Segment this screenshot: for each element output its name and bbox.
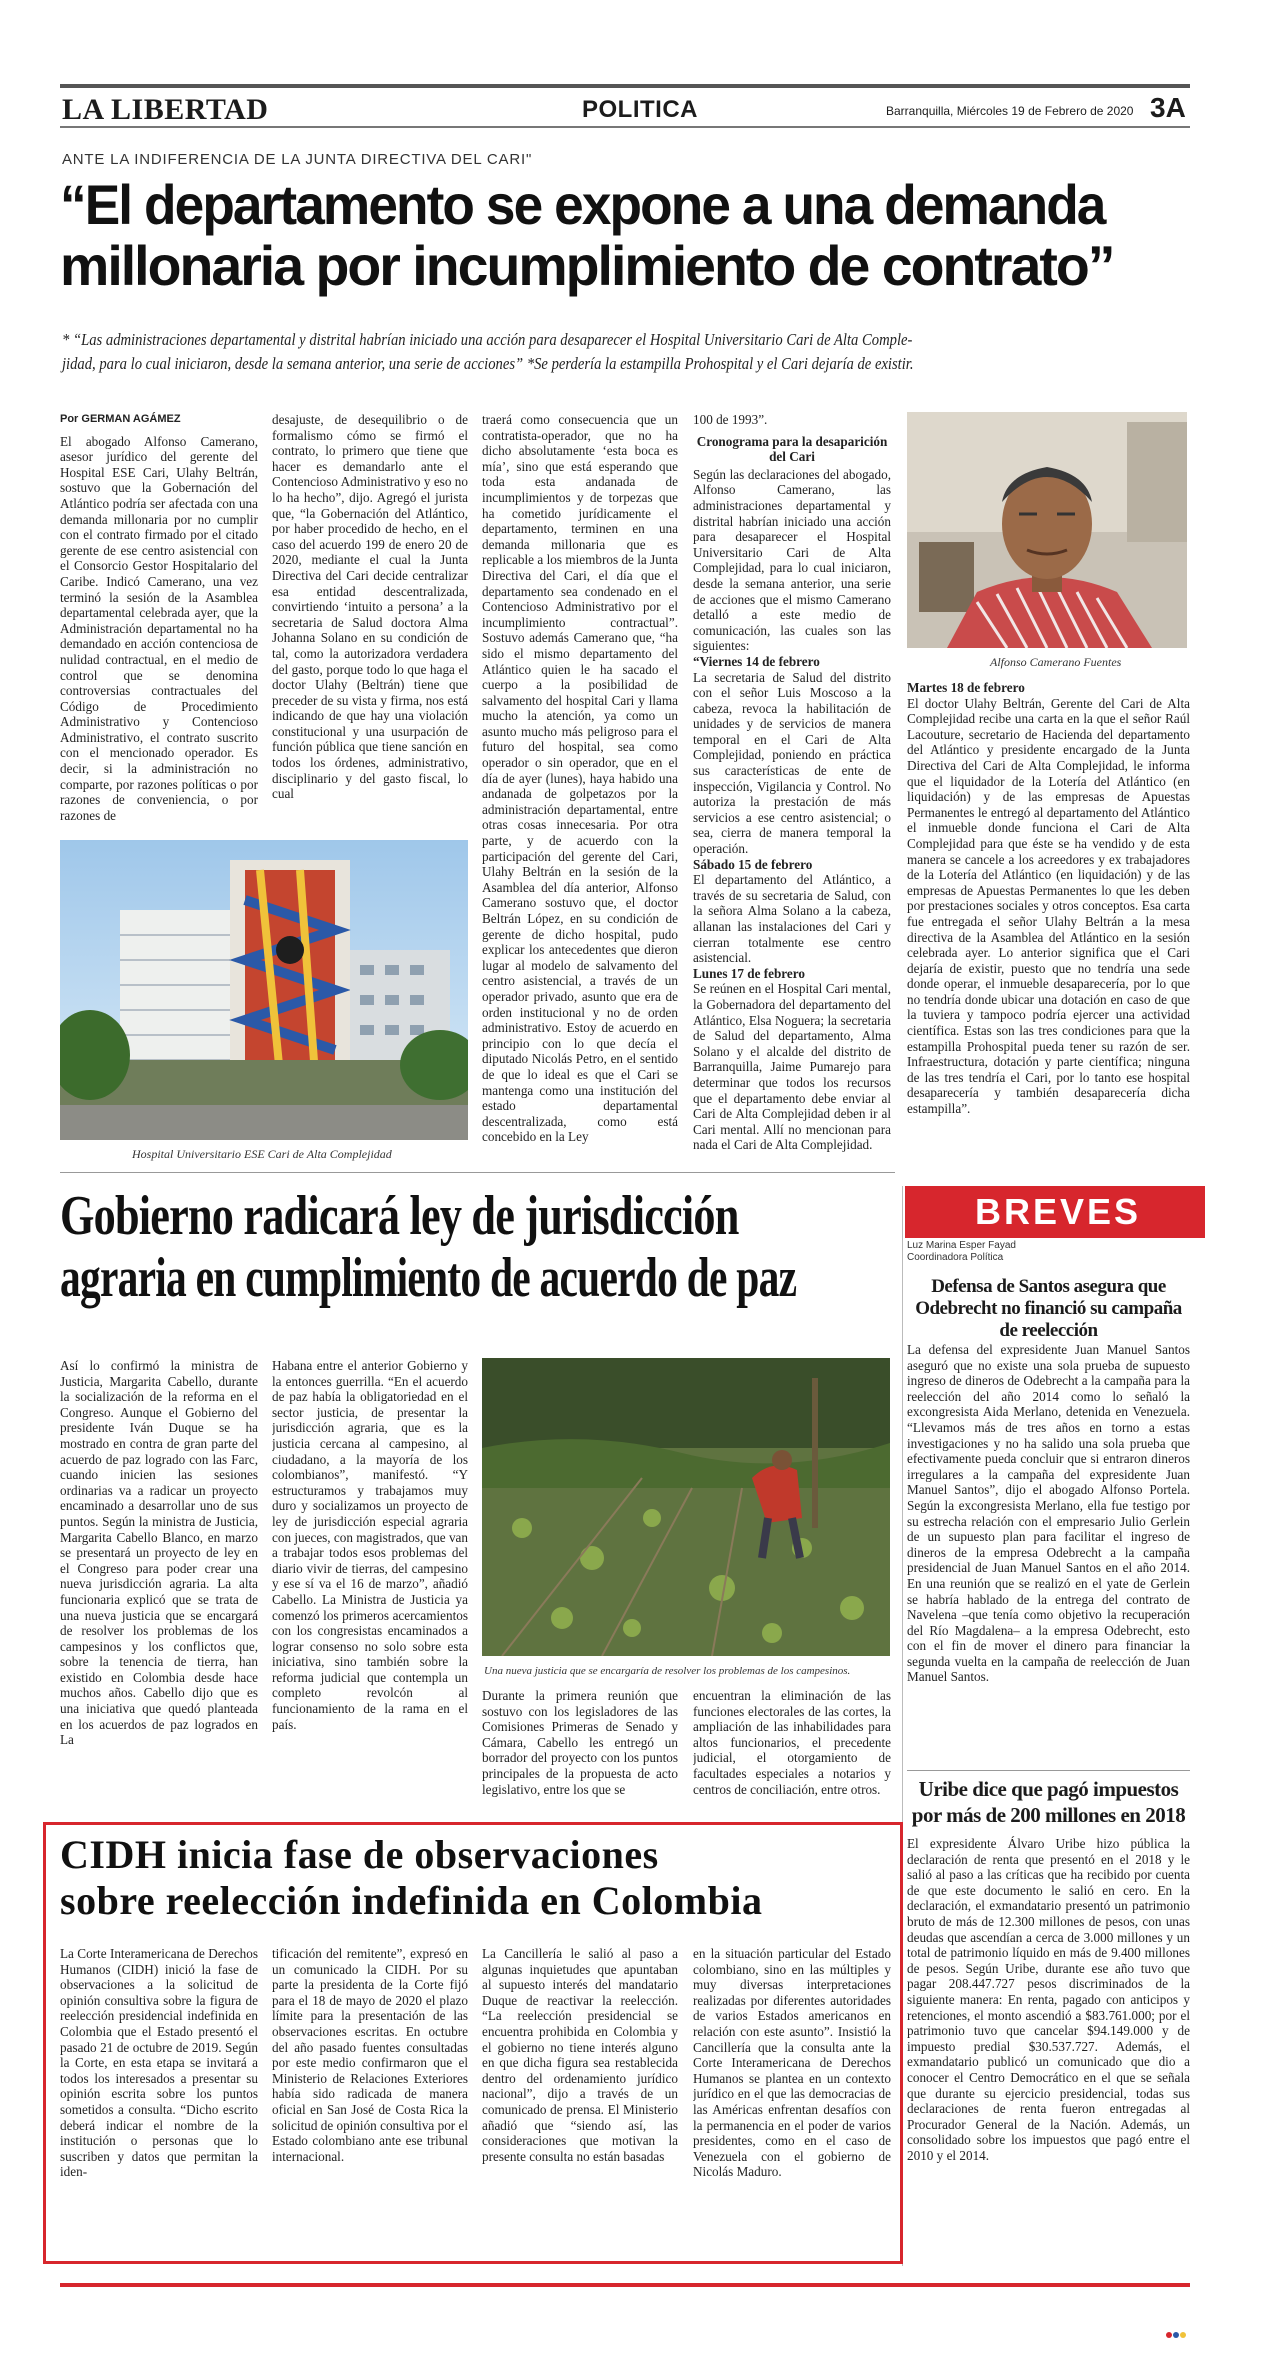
- story-paragraph: encuentran la eliminación de las funciones electorales de las cortes, la ampliación de las inhabilidades para altos funcionarios, el precedente judicial, el otorgamiento de facultades especiales a notarios y centros de conciliación, entre otros.: [693, 1688, 891, 1797]
- brief-uribe-title-line1: Uribe dice que pagó impuestos: [918, 1777, 1179, 1801]
- issue-date: Barranquilla, Miércoles 19 de Febrero de 2020: [886, 104, 1134, 118]
- agraria-column-4: [693, 1688, 891, 1813]
- story-paragraph: El abogado Alfonso Camerano, asesor jurídico del gerente del Hospital ESE Cari, Ulahy Beltrán, sostuvo que la Gobernación del Atlántico podría ser afectada con una demanda millonaria por no cumplir con el contrato firmado por el citado gerente de ese centro asistencial con el Consorcio Gestor Hospitalario del Caribe. Indicó Camerano, una vez terminó la sesión de la Asamblea departamental celebrada ayer, que la Administración departamental no ha demandado en acción contenciosa de nulidad contractual, en el medio de control que se denomina controversias contractuales del Código de Procedimiento Administrativo y Contencioso Administrativo, el contrato suscrito con el mencionado operador. Es decir, si la administración no comparte, por razones políticas o por razones de conveniencia, o por razones de: [60, 433, 258, 823]
- header-bottom-rule: [60, 126, 1190, 128]
- story-paragraph: Habana entre el anterior Gobierno y la entonces guerrilla. “En el acuerdo de paz había la obligatoriedad en el sector justicia, de presentar la jurisdicción agraria, que es la justicia cercana al campesino, al ciudadano, a la mayoría de los colombianos”, manifestó. “Y estructuramos y trabajamos muy duro y socializamos un proyecto de ley de jurisdicción especial agraria con jueces, con magistrados, que van a trabajar todos esos problemas del diario vivir de tierras, del campesino y ese sí va el 16 de marzo”, añadió Cabello. La Ministra de Justicia ya comenzó los primeros acercamientos con los congresistas encaminados a lograr consenso no solo sobre esta iniciativa, sino también sobre la reforma judicial que contempla un completo revolcón al funcionamiento de la rama en el país.: [272, 1358, 468, 1732]
- hospital-building-photo: [60, 840, 468, 1140]
- story-paragraph: Durante la primera reunión que sostuvo con los legisladores de las Comisiones Primeras de Senado y Cámara, Cabello les entregó un borrador del proyecto con los puntos principales de la propuesta de acto legislativo, entre los que se: [482, 1688, 678, 1797]
- portrait-photo: [907, 412, 1187, 648]
- breves-editor: Luz Marina Esper Fayad: [907, 1240, 1016, 1251]
- cidh-column-1: [60, 1946, 258, 2256]
- date-subhead: “Viernes 14 de febrero: [693, 653, 820, 669]
- portrait-caption: Alfonso Camerano Fuentes: [990, 655, 1122, 669]
- page-number: 3A: [1150, 92, 1186, 123]
- brief-odebrecht-title: Defensa de Santos asegura que Odebrecht no financió su campaña de reelección: [915, 1276, 1182, 1341]
- brief-odebrecht-text: [907, 1342, 1190, 1762]
- date-subhead: Lunes 17 de febrero: [693, 965, 805, 981]
- story-paragraph: La secretaria de Salud del distrito con el señor Luis Moscoso a la cabeza, revoca la habilitación de unidades y de servicios de manera temporal en el Cari de Alta Complejidad, poniendo en práctica sus características de ente de inspección, Vigilancia y Control. No autoriza la prestación de más servicios a ese centro asistencial; o sea, cierra de manera temporal la operación.: [693, 669, 891, 857]
- breves-divider: [907, 1770, 1190, 1771]
- story-paragraph: El expresidente Álvaro Uribe hizo pública la declaración de renta que presentó en el 2018 y le salió al paso a las críticas que ha recibido por cuenta de que este documento le salió en cero. En la declaración, el exmandatario presentó un patrimonio bruto de más de 12.300 millones de pesos, con unas deudas que ascendían a cerca de 3.000 millones y un total de patrimonio líquido en más de 9.400 millones de pesos. Según Uribe, durante ese año tuvo que pagar 208.447.727 pesos discriminados de la siguiente manera: En renta, pagado con anticipos y retenciones, el monto ascendió a $83.761.000; por el patrimonio tuvo que cancelar $94.149.000 y de impuesto predial $30.537.727. Además, el exmandatario publicó un comunicado que dio a conocer el Centro Democrático en el que se señala que durante su ejercicio presidencial, todas sus declaraciones de renta fueron entregadas al Procurador General de la Nación. Además, un consolidado sobre los impuestos que pagó entre el 2010 y el 2014.: [907, 1836, 1190, 2163]
- story-paragraph: El departamento del Atlántico, a través de su secretaria de Salud, con la señora Alma Solano a la cabeza, allanan las instalaciones del Cari y cierran totalmente ese centro asistencial.: [693, 872, 891, 966]
- hospital-caption: Hospital Universitario ESE Cari de Alta Complejidad: [132, 1147, 392, 1161]
- story-paragraph: La Corte Interamericana de Derechos Humanos (CIDH) inició la fase de observaciones a la solicitud de opinión consultiva sobre la figura de reelección presidencial indefinida en Colombia que el Estado presentó el pasado 21 de octubre de 2019. Según la Corte, en esta etapa se invitará a todos los interesados a presentar su opinión escrita sobre los puntos sometidos a consulta. “Dicho escrito deberá indicar el nombre de la institución o personas que lo suscriben y datos que permitan la iden-: [60, 1946, 258, 2180]
- cidh-headline-line2: sobre reelección indefinida en Colombia: [60, 1878, 763, 1923]
- story-deck-line2: jidad, para lo cual iniciaron, desde la semana anterior, una serie de acciones” *Se perdería la estampilla Prohospital y el Cari dejaría de existir.: [62, 354, 914, 373]
- cidh-column-2: [272, 1946, 468, 2256]
- agraria-column-1: [60, 1358, 258, 1810]
- date-subhead: Martes 18 de febrero: [907, 680, 1025, 695]
- date-subhead: Sábado 15 de febrero: [693, 856, 813, 872]
- breves-banner: BREVES: [905, 1186, 1205, 1238]
- story-headline-line2: millonaria por incumplimiento de contrato”: [60, 234, 1114, 297]
- breves-editor-role: Coordinadora Política: [907, 1252, 1004, 1263]
- story-paragraph: tificación del remitente”, expresó en un comunicado la CIDH. Por su parte la presidenta de la Corte fijó para el 18 de mayo de 2020 el plazo límite para la presentación de las observaciones escritas. En octubre del año pasado fuentes consultadas por este medio confirmaron que el Ministerio de Relaciones Exteriores había sido radicada de manera oficial en San José de Costa Rica la solicitud de opinión consultiva por el Estado colombiano ante ese tribunal internacional.: [272, 1946, 468, 2164]
- brief-uribe-text: [907, 1836, 1190, 2262]
- story-paragraph: Se reúnen en el Hospital Cari mental, la Gobernadora del departamento del Atlántico, Elsa Noguera; la secretaria de Salud del departamento, Alma Solano y el alcalde del distrito de Barranquilla, Jaime Pumarejo para determinar que todos los recursos que el departamento debe enviar al Cari de Alta Complejidad deben ir al Cari mental. Allí no mencionan para nada el Cari de Alta Complejidad.: [693, 981, 891, 1153]
- story-paragraph: desajuste, de desequilibrio o de formalismo cómo se firmó el contrato, lo primero que tiene que hacer es demandarlo ante el Contencioso Administrativo y eso no lo ha hecho”, dijo. Agregó el jurista que, “la Gobernación del Atlántico, por haber procedido de hecho, en el caso del acuerdo 199 de enero 20 de 2020, mediante el cual la Junta Directiva del Cari decide centralizar esa entidad descentralizada, convirtiendo ‘intuito a persona’ a la secretaria de Salud doctora Alma Johanna Solano en su condición de tal, como la autorizadora verdadera del gasto, porque todo lo que haga el doctor Ulahy (Beltrán) tiene que preceder de su vista y firma, nos está indicando de que hay una violación constitucional y una usurpación de función pública que tiene sanción en todos los órdenes, administrativo, disciplinario y del gasto fiscal, lo cual: [272, 412, 468, 802]
- story-kicker: ANTE LA INDIFERENCIA DE LA JUNTA DIRECTIVA DEL CARI": [62, 151, 533, 168]
- story-deck-line1: * “Las administraciones departamental y distrital habrían iniciado una acción para desaparecer el Hospital Universitario Cari de Alta Comple-: [62, 330, 913, 349]
- cidh-column-3: [482, 1946, 678, 2256]
- story-column-3: [482, 412, 678, 1164]
- story-column-4: [693, 412, 891, 1164]
- story-paragraph: traerá como consecuencia que un contratista-operador, que no ha dicho absolutamente ‘esta boca es mía’, sino que está esperando que toda esta andanada de incumplimientos y de torpezas que ha cometido jurídicamente el departamento, terminen en una demanda millonaria que es replicable a los miembros de la Junta Directiva del Cari, el día que el departamento sea condenado en el Contencioso Administrativo por el incumplimiento contractual”. Sostuvo además Camerano que, “ha sido el mismo departamento del Atlántico quien le ha sacado el cuerpo a la posibilidad de salvamento del hospital Cari y llama mucho la atención, ya como un asunto mucho más peligroso para el futuro del hospital, sea como operador o sin operador, que en el día de ayer (lunes), haya habido una andanada de golpetazos por la administración departamental, entre otras cosas innecesaria. Por otra parte, y de acuerdo con la participación del gerente del Cari, Ulahy Beltrán en la sesión de la Asamblea del día anterior, Alfonso Camerano sostuvo que, el doctor Beltrán López, en su condición de gerente de dicho hospital, pudo explicar los antecedentes que dieron lugar al modelo de salvamento del centro asistencial, a través de un operador privado, asunto que era de orden institucional y no de orden administrativo. Estoy de acuerdo en principio con lo que decía el diputado Nicolás Petro, en el sentido de que lo ideal es que el Cari se mantenga como una institución del estado departamental descentralizada, como está concebido en la Ley: [482, 412, 678, 1145]
- agraria-column-2: [272, 1358, 468, 1810]
- header-top-rule: [60, 84, 1190, 88]
- newspaper-brand: LA LIBERTAD: [62, 93, 269, 126]
- farmer-field-photo: [482, 1358, 890, 1656]
- story-paragraph: La defensa del expresidente Juan Manuel Santos aseguró que no existe una sola prueba de supuesto ingreso de dineros de Odebrecht a la campaña para la reelección del año 2014 como lo señaló la excongresista Aida Merlano, detenida en Venezuela. “Llevamos más de tres años en torno a estas investigaciones y no ha salido una sola prueba que efectivamente pueda concluir que si entraron dineros irregulares a la campaña del expresidente Juan Manuel Santos”, dijo el abogado Alfonso Portela. Según la excongresista Merlano, ella fue testigo por su estrecha relación con el empresario Julio Gerlein de un supuesto plan para facilitar el ingreso de dineros de la empresa Odebrecht a la campaña presidencial de Juan Manuel Santos en el año 2014. En una reunión que se realizó en el yate de Gerlein se habría hablado de la entrega del contrato de Navelena –que tenía como objetivo la recuperación del Río Magdalena– a la empresa Odebrecht, esto con el fin de mover el dinero para financiar la segunda vuelta en la campaña de reelección de Juan Manuel Santos.: [907, 1342, 1190, 1685]
- cidh-headline-line1: CIDH inicia fase de observaciones: [60, 1832, 659, 1877]
- cidh-column-4: [693, 1946, 891, 2256]
- story-paragraph: Según las declaraciones del abogado, Alfonso Camerano, las administraciones departamental y distrital habrían iniciado una acción para desaparecer el Hospital Universitario Cari de Alta Complejidad, para lo cual iniciaron, desde la semana anterior, una serie de acciones que el mismo Camerano detalló a este medio de comunicación, las cuales son las siguientes:: [693, 466, 891, 654]
- footer-rule: [60, 2283, 1190, 2287]
- cronograma-subhead: Cronograma para la desaparición del Cari: [696, 433, 888, 465]
- agraria-headline-line2: agraria en cumplimiento de acuerdo de paz: [60, 1247, 797, 1309]
- brief-uribe-title-line2: por más de 200 millones en 2018: [911, 1803, 1186, 1827]
- story-paragraph: La Cancillería le salió al paso a algunas inquietudes que apuntaban al supuesto interés del mandatario Duque de reactivar la reelección. “La reelección presidencial se encuentra prohibida en Colombia y el gobierno no tiene interés alguno en que dicha figura sea restablecida dentro del ordenamiento jurídico nacional”, dijo a través de un comunicado de prensa. El Ministerio añadió que “siendo así, las consideraciones que motivan la presente consulta no están basadas: [482, 1946, 678, 2164]
- agraria-headline-line1: Gobierno radicará ley de jurisdicción: [60, 1185, 739, 1247]
- story-column-2: [272, 412, 468, 837]
- section-divider: [60, 1172, 895, 1173]
- story-column-1: [60, 412, 258, 832]
- section-name: POLITICA: [582, 96, 698, 123]
- story-column-5: [907, 680, 1190, 1166]
- color-registration-icon: [1166, 2331, 1186, 2339]
- story-paragraph: 100 de 1993”.: [693, 412, 768, 427]
- story-paragraph: en la situación particular del Estado colombiano, sino en las múltiples y muy diversas interpretaciones realizadas por diferentes autoridades de varios Estados americanos en relación con este asunto”. Insistió la Cancillería que la consulta ante la Corte Interamericana de Derechos Humanos se plantea en un contexto jurídico en el que las democracias de las Américas enfrentan desafíos con la permanencia en el poder de varios presidentes, como en el caso de Venezuela con el gobierno de Nicolás Maduro.: [693, 1946, 891, 2180]
- farmer-photo-caption: Una nueva justicia que se encargaría de resolver los problemas de los campesinos.: [484, 1665, 851, 1677]
- story-paragraph: Así lo confirmó la ministra de Justicia, Margarita Cabello, durante la socialización de la reforma en el Congreso. Aunque el Gobierno del presidente Iván Duque se ha mostrado en contra de gran parte del acuerdo de paz logrado con las Farc, cuando inicien las sesiones ordinarias va a radicar un proyecto encaminado a desarrollar uno de sus puntos. Según la ministra de Justicia, Margarita Cabello Blanco, en marzo se presentará un proyecto de ley en el Congreso para poder crear una nueva jurisdicción agraria. La alta funcionaria explicó que se trata de una nueva justicia que se encargará de resolver los problemas de los campesinos y los conflictos que, sobre la tenencia de tierra, han existido en Colombia desde hace muchos años. Cabello dijo que es una iniciativa que quedó planteada en los acuerdos de paz logrados en La: [60, 1358, 258, 1748]
- story-byline: Por GERMAN AGÁMEZ: [60, 413, 181, 425]
- story-headline-line1: “El departamento se expone a una demanda: [60, 173, 1105, 236]
- story-paragraph: El doctor Ulahy Beltrán, Gerente del Cari de Alta Complejidad recibe una carta en la que el señor Raúl Lacouture, secretario de Hacienda del departamento del Atlántico y presidente encargado de la Junta Directiva del Cari de Alta Complejidad, le informa que el liquidador de la Lotería del Atlántico (en liquidación) y de las empresas de Apuestas Permanentes le entregó al departamento del Atlántico el inmueble donde funciona el Cari de Alta Complejidad para que éste se ha vendido y de esta manera se cancele a los acreedores y ex trabajadores de la Lotería del Atlántico (en liquidación) y de las empresas de Apuestas Permanentes lo que les deben por prestaciones sociales y otros conceptos. Esa carta fue entregada el señor Ulahy Beltrán a la mesa directiva de la Asamblea del Atlántico en la sesión celebrada ayer. Lo anterior significa que el Cari dejaría de existir, puesto que no tendría una sede donde operar, el inmueble desaparecería, por lo que no tendría donde ubicar una dotación en caso de que la tuviera y tampoco podría ejercer una actividad científica. Estas son las tres condiciones para que la estampilla Prohospital pueda tener su razón de ser. Infraestructura, dotación y parte científica; ninguna de las tres tendría el Cari, por lo tanto ese hospital desaparecería y también desaparecería dicha estampilla”.: [907, 695, 1190, 1117]
- agraria-column-3: [482, 1688, 678, 1813]
